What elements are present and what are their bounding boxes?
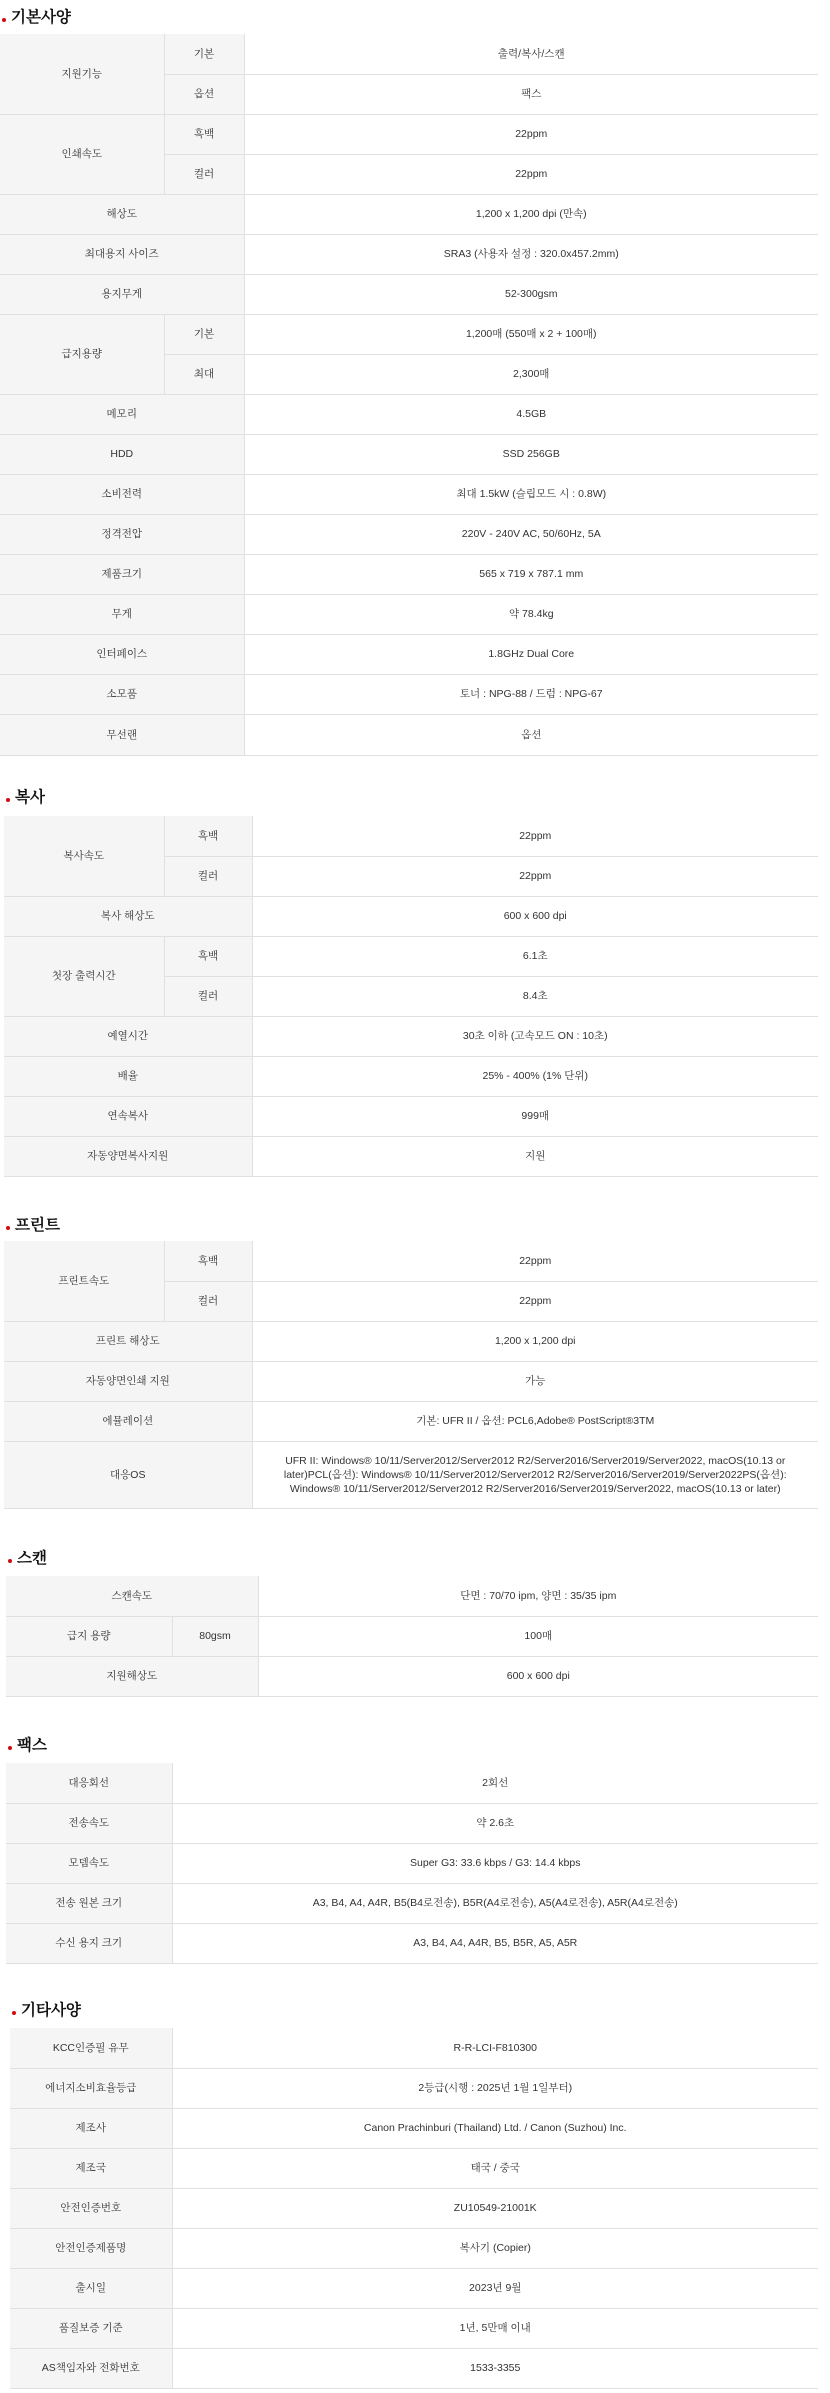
- spec-value: 약 78.4kg: [244, 594, 818, 634]
- section-title: 프린트: [15, 1217, 60, 1234]
- spec-row: [10, 2308, 818, 2348]
- spec-label: 모뎀속도: [6, 1843, 172, 1883]
- spec-label: 스캔속도: [6, 1576, 258, 1616]
- spec-label: 무게: [0, 594, 244, 634]
- spec-label: 무선랜: [0, 714, 244, 755]
- bullet-icon: [6, 1226, 10, 1230]
- bullet-icon: [2, 18, 6, 22]
- spec-value: 22ppm: [252, 1281, 818, 1321]
- section-title: 기본사양: [11, 9, 71, 26]
- spec-label: 에너지소비효율등급: [10, 2068, 172, 2108]
- spec-value: SRA3 (사용자 설정 : 320.0x457.2mm): [244, 234, 818, 274]
- spec-row: [0, 714, 818, 755]
- spec-sublabel: 80gsm: [172, 1616, 258, 1656]
- spec-value: 22ppm: [252, 816, 818, 856]
- spec-table: [10, 2028, 818, 2389]
- spec-value: SSD 256GB: [244, 434, 818, 474]
- spec-value: A3, B4, A4, A4R, B5, B5R, A5, A5R: [172, 1923, 818, 1963]
- spec-label: 급지용량: [0, 314, 164, 394]
- spec-value: 52-300gsm: [244, 274, 818, 314]
- spec-label: 품질보증 기준: [10, 2308, 172, 2348]
- spec-value: 팩스: [244, 74, 818, 114]
- spec-value: 2등급(시행 : 2025년 1월 1일부터): [172, 2068, 818, 2108]
- spec-value: 최대 1.5kW (슬립모드 시 : 0.8W): [244, 474, 818, 514]
- section-header: [4, 784, 818, 820]
- spec-value: UFR II: Windows® 10/11/Server2012/Server2012 R2/Server2016/Server2019/Server2022, macOS(10.13 or later)PCL(옵션): Windows® 10/11/Server2012/Server2012 R2/Server2016/Server2019/Server2022PS(옵션): Windows® 10/11/Server2012/Server2012 R2/Server2016/Server2019/Server2022, macOS(10.13 or later): [252, 1441, 818, 1508]
- spec-value: 1.8GHz Dual Core: [244, 634, 818, 674]
- spec-sublabel: 흑백: [164, 1241, 252, 1281]
- spec-row: [4, 1136, 818, 1176]
- bullet-icon: [12, 2011, 16, 2015]
- spec-row: [6, 1923, 818, 1963]
- spec-value: 1,200 x 1,200 dpi (만속): [244, 194, 818, 234]
- spec-label: 소비전력: [0, 474, 244, 514]
- spec-label: 에뮬레이션: [4, 1401, 252, 1441]
- spec-value: 25% - 400% (1% 단위): [252, 1056, 818, 1096]
- spec-row: [0, 634, 818, 674]
- spec-label: 인쇄속도: [0, 114, 164, 194]
- spec-label: 안전인증번호: [10, 2188, 172, 2228]
- spec-value: 출력/복사/스캔: [244, 34, 818, 74]
- spec-value: 22ppm: [252, 1241, 818, 1281]
- spec-label: 출시일: [10, 2268, 172, 2308]
- spec-label: 대응회선: [6, 1763, 172, 1803]
- spec-value: 4.5GB: [244, 394, 818, 434]
- spec-row: [4, 1241, 818, 1281]
- spec-row: [4, 896, 818, 936]
- spec-sublabel: 흑백: [164, 114, 244, 154]
- spec-label: 프린트 해상도: [4, 1321, 252, 1361]
- spec-row: [4, 816, 818, 856]
- spec-sublabel: 흑백: [164, 936, 252, 976]
- spec-row: [6, 1883, 818, 1923]
- spec-value: 1년, 5만매 이내: [172, 2308, 818, 2348]
- spec-label: 제조사: [10, 2108, 172, 2148]
- spec-table: [6, 1576, 818, 1697]
- spec-sublabel: 기본: [164, 34, 244, 74]
- spec-row: [4, 1096, 818, 1136]
- spec-value: 단면 : 70/70 ipm, 양면 : 35/35 ipm: [258, 1576, 818, 1616]
- spec-label: 급지 용량: [6, 1616, 172, 1656]
- spec-row: [0, 314, 818, 354]
- spec-row: [10, 2188, 818, 2228]
- spec-label: AS책임자와 전화번호: [10, 2348, 172, 2388]
- spec-value: 지원: [252, 1136, 818, 1176]
- spec-label: 인터페이스: [0, 634, 244, 674]
- spec-table: [4, 816, 818, 1177]
- spec-value: 가능: [252, 1361, 818, 1401]
- spec-sublabel: 흑백: [164, 816, 252, 856]
- spec-row: [10, 2148, 818, 2188]
- spec-table: [4, 1241, 818, 1509]
- spec-value: 30초 이하 (고속모드 ON : 10초): [252, 1016, 818, 1056]
- spec-row: [0, 474, 818, 514]
- spec-sublabel: 컬러: [164, 154, 244, 194]
- spec-value: 2023년 9월: [172, 2268, 818, 2308]
- spec-value: 2회선: [172, 1763, 818, 1803]
- spec-row: [10, 2068, 818, 2108]
- spec-row: [0, 674, 818, 714]
- spec-sublabel: 옵션: [164, 74, 244, 114]
- spec-sublabel: 기본: [164, 314, 244, 354]
- spec-label: 정격전압: [0, 514, 244, 554]
- spec-label: 안전인증제품명: [10, 2228, 172, 2268]
- spec-row: [10, 2268, 818, 2308]
- spec-value: ZU10549-21001K: [172, 2188, 818, 2228]
- spec-label: 전송 원본 크기: [6, 1883, 172, 1923]
- spec-value: 999매: [252, 1096, 818, 1136]
- spec-value: 600 x 600 dpi: [252, 896, 818, 936]
- spec-value: A3, B4, A4, A4R, B5(B4로전송), B5R(A4로전송), A5(A4로전송), A5R(A4로전송): [172, 1883, 818, 1923]
- spec-sublabel: 최대: [164, 354, 244, 394]
- spec-label: 해상도: [0, 194, 244, 234]
- spec-value: 22ppm: [244, 114, 818, 154]
- spec-value: 복사기 (Copier): [172, 2228, 818, 2268]
- spec-value: 600 x 600 dpi: [258, 1656, 818, 1696]
- spec-value: 6.1초: [252, 936, 818, 976]
- spec-label: 자동양면인쇄 지원: [4, 1361, 252, 1401]
- spec-label: 제조국: [10, 2148, 172, 2188]
- spec-row: [4, 1056, 818, 1096]
- spec-value: 100매: [258, 1616, 818, 1656]
- spec-value: Super G3: 33.6 kbps / G3: 14.4 kbps: [172, 1843, 818, 1883]
- spec-row: [6, 1576, 818, 1616]
- spec-row: [6, 1763, 818, 1803]
- spec-row: [4, 936, 818, 976]
- spec-value: 태국 / 중국: [172, 2148, 818, 2188]
- section-title: 스캔: [17, 1550, 47, 1567]
- spec-row: [10, 2028, 818, 2068]
- spec-table: [6, 1763, 818, 1964]
- spec-value: 1533-3355: [172, 2348, 818, 2388]
- spec-row: [0, 434, 818, 474]
- spec-row: [0, 34, 818, 74]
- spec-row: [0, 114, 818, 154]
- spec-value: 1,200매 (550매 x 2 + 100매): [244, 314, 818, 354]
- spec-label: 전송속도: [6, 1803, 172, 1843]
- bullet-icon: [6, 798, 10, 802]
- spec-label: 배율: [4, 1056, 252, 1096]
- spec-value: 2,300매: [244, 354, 818, 394]
- spec-label: 연속복사: [4, 1096, 252, 1136]
- spec-label: 지원해상도: [6, 1656, 258, 1696]
- spec-label: 예열시간: [4, 1016, 252, 1056]
- section-title: 팩스: [17, 1737, 47, 1754]
- spec-table: [0, 34, 818, 756]
- spec-label: 소모품: [0, 674, 244, 714]
- spec-label: 복사 해상도: [4, 896, 252, 936]
- spec-label: KCC인증필 유무: [10, 2028, 172, 2068]
- spec-row: [0, 514, 818, 554]
- section-title: 기타사양: [21, 2002, 81, 2019]
- spec-row: [10, 2348, 818, 2388]
- spec-label: HDD: [0, 434, 244, 474]
- spec-label: 복사속도: [4, 816, 164, 896]
- spec-label: 대응OS: [4, 1441, 252, 1508]
- spec-label: 첫장 출력시간: [4, 936, 164, 1016]
- spec-row: [4, 1321, 818, 1361]
- spec-label: 프린트속도: [4, 1241, 164, 1321]
- spec-row: [4, 1016, 818, 1056]
- spec-label: 제품크기: [0, 554, 244, 594]
- spec-value: 약 2.6초: [172, 1803, 818, 1843]
- spec-label: 지원기능: [0, 34, 164, 114]
- spec-label: 자동양면복사지원: [4, 1136, 252, 1176]
- bullet-icon: [8, 1559, 12, 1563]
- spec-value: 22ppm: [252, 856, 818, 896]
- spec-row: [10, 2228, 818, 2268]
- spec-value: 기본: UFR II / 옵션: PCL6,Adobe® PostScript®3TM: [252, 1401, 818, 1441]
- spec-value: 8.4초: [252, 976, 818, 1016]
- spec-value: 옵션: [244, 714, 818, 755]
- spec-value: R-R-LCI-F810300: [172, 2028, 818, 2068]
- spec-value: 토너 : NPG-88 / 드럼 : NPG-67: [244, 674, 818, 714]
- spec-row: [6, 1616, 818, 1656]
- bullet-icon: [8, 1746, 12, 1750]
- spec-label: 최대용지 사이즈: [0, 234, 244, 274]
- spec-row: [0, 594, 818, 634]
- spec-row: [0, 194, 818, 234]
- spec-row: [4, 1361, 818, 1401]
- spec-value: 1,200 x 1,200 dpi: [252, 1321, 818, 1361]
- spec-row: [4, 1401, 818, 1441]
- spec-value: 220V - 240V AC, 50/60Hz, 5A: [244, 514, 818, 554]
- spec-label: 수신 용지 크기: [6, 1923, 172, 1963]
- spec-value: Canon Prachinburi (Thailand) Ltd. / Canon (Suzhou) Inc.: [172, 2108, 818, 2148]
- spec-sublabel: 컬러: [164, 1281, 252, 1321]
- spec-sublabel: 컬러: [164, 856, 252, 896]
- spec-value: 22ppm: [244, 154, 818, 194]
- spec-row: [0, 234, 818, 274]
- spec-value: 565 x 719 x 787.1 mm: [244, 554, 818, 594]
- spec-row: [0, 394, 818, 434]
- spec-label: 메모리: [0, 394, 244, 434]
- spec-row: [6, 1803, 818, 1843]
- spec-row: [6, 1843, 818, 1883]
- spec-row: [0, 274, 818, 314]
- spec-row: [6, 1656, 818, 1696]
- spec-label: 용지무게: [0, 274, 244, 314]
- spec-row: [0, 554, 818, 594]
- spec-sublabel: 컬러: [164, 976, 252, 1016]
- section-title: 복사: [15, 789, 45, 806]
- spec-row: [4, 1441, 818, 1508]
- spec-row: [10, 2108, 818, 2148]
